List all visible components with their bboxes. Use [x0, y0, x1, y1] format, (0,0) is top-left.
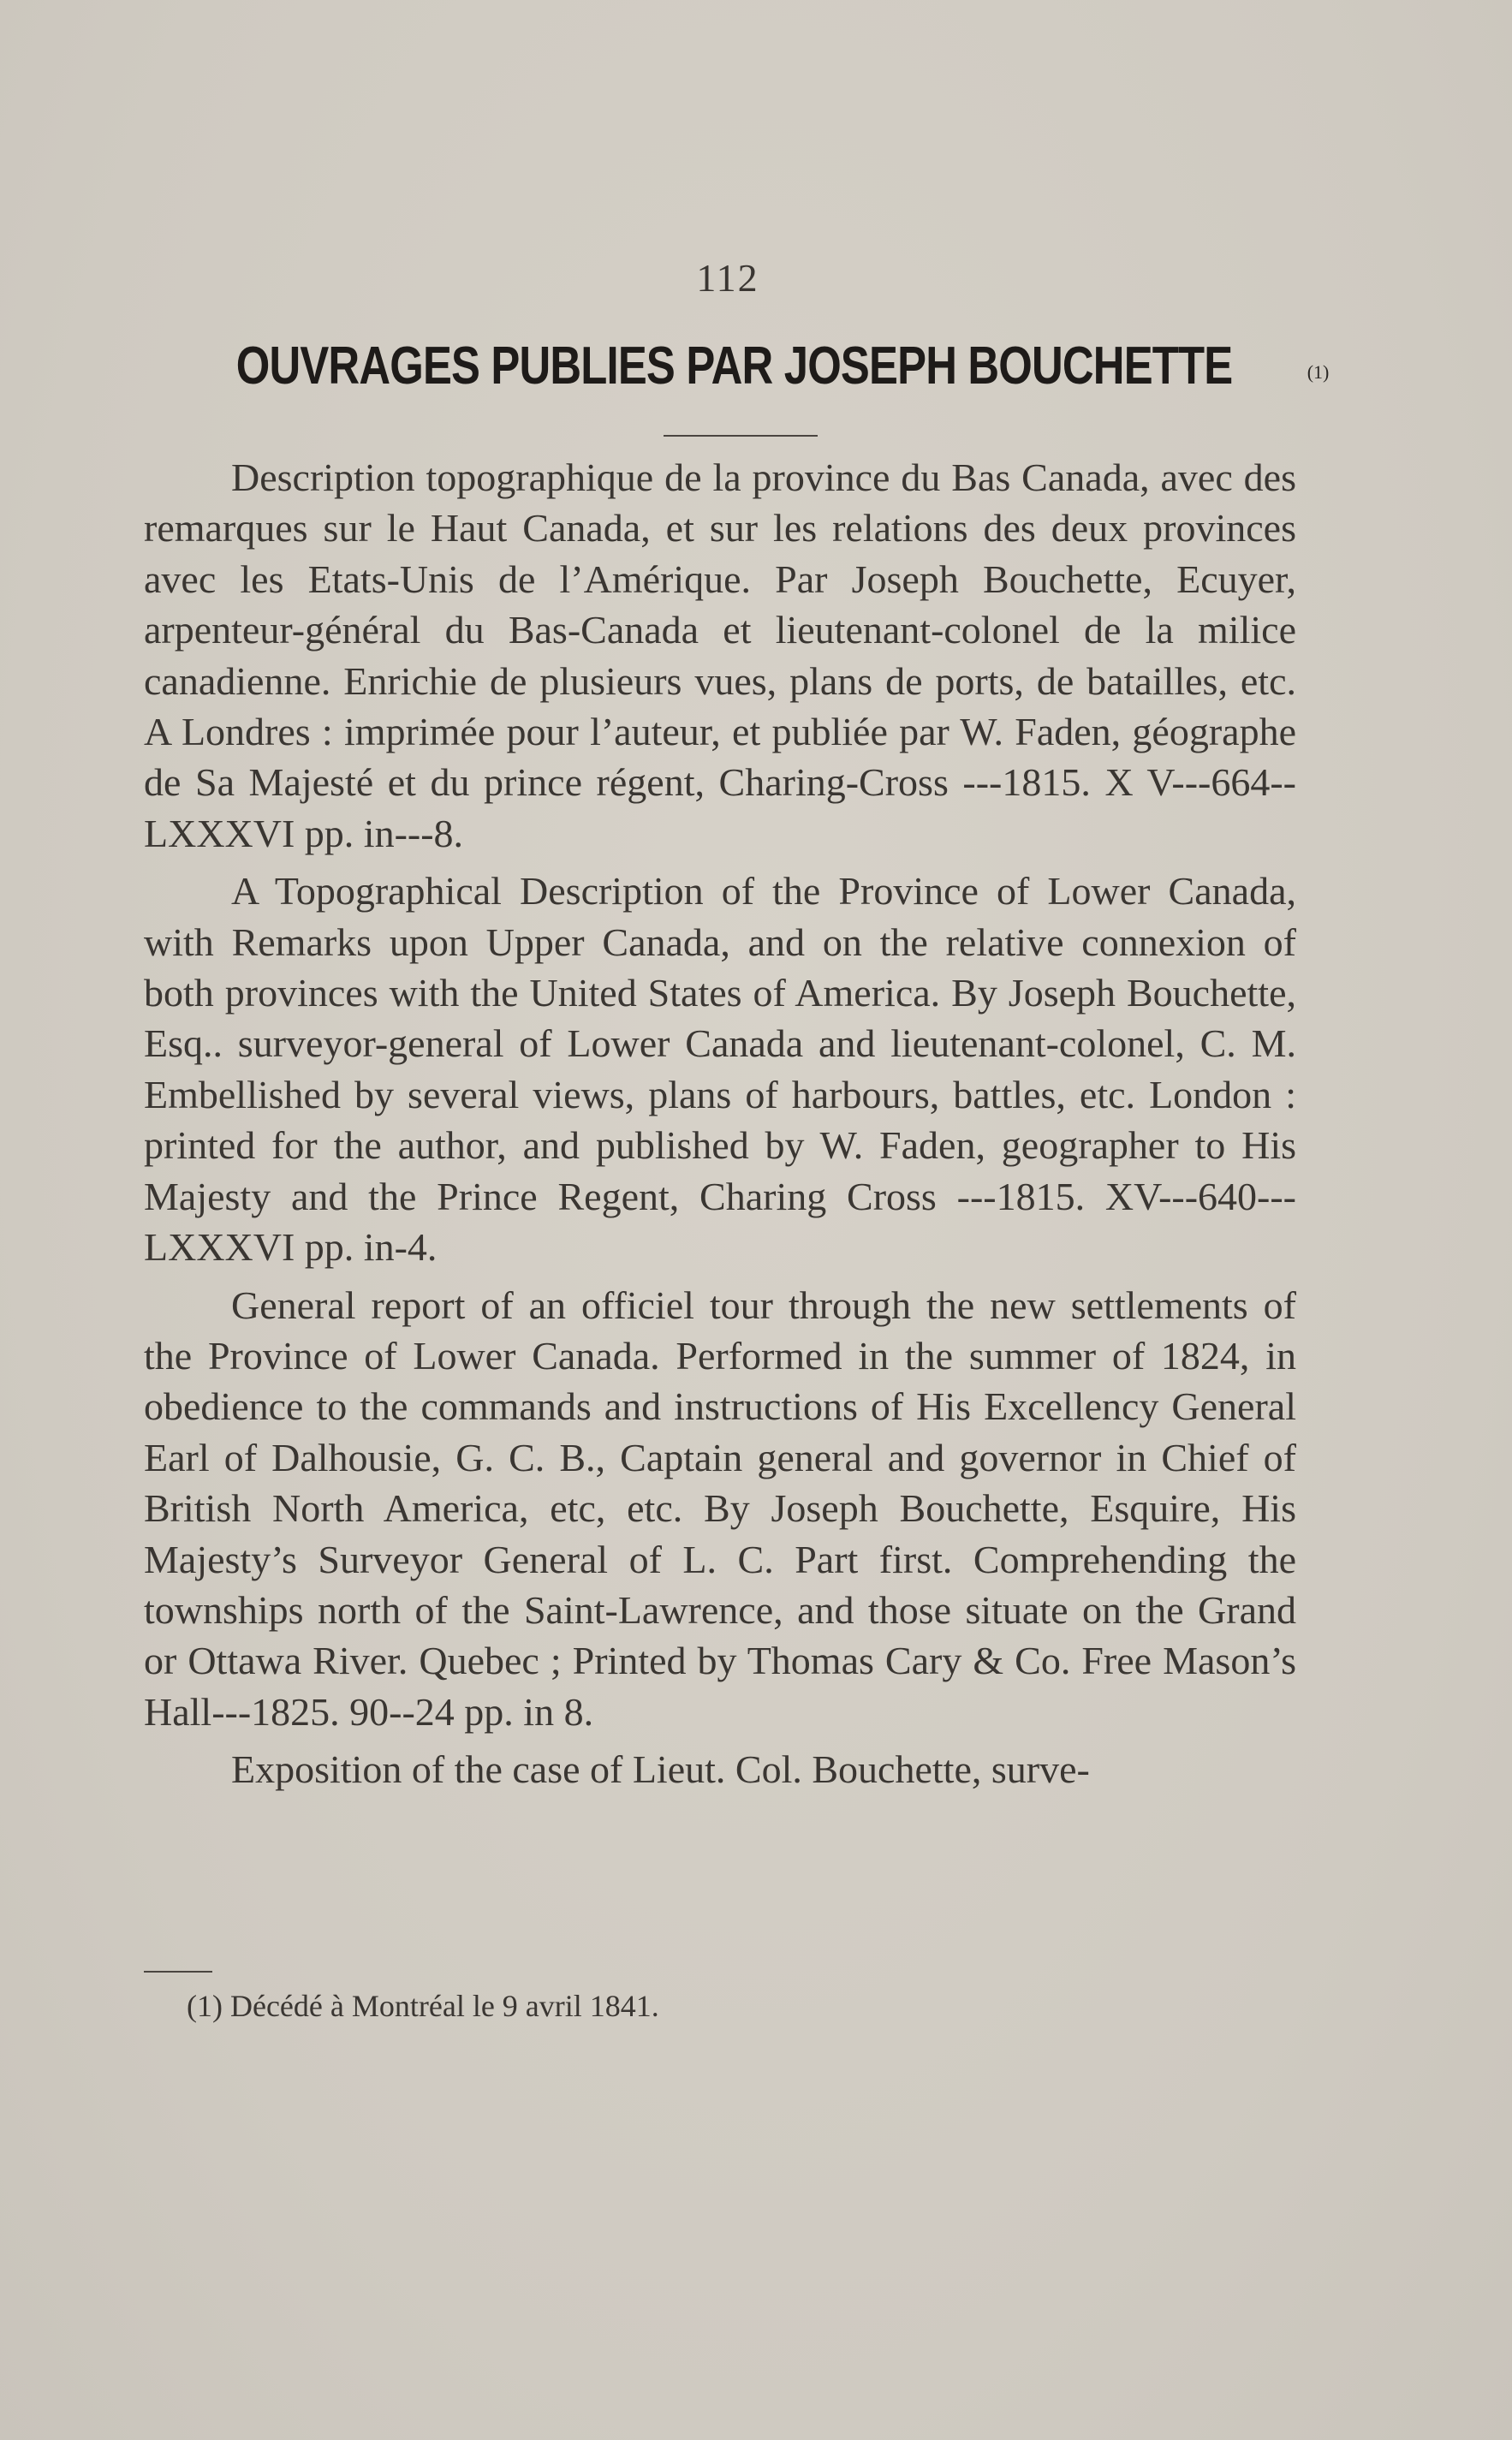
- title-footnote-marker: (1): [1307, 360, 1330, 383]
- footnote: (1) Décédé à Montréal le 9 avril 1841.: [187, 1989, 659, 2023]
- page-title: OUVRAGES PUBLIES PAR JOSEPH BOUCHETTE: [235, 336, 1232, 396]
- title-rule: [664, 435, 818, 437]
- footnote-rule: [144, 1971, 212, 1973]
- page-number: 112: [696, 256, 759, 300]
- paragraph: Exposition of the case of Lieut. Col. Bouchette, surve-: [231, 1747, 1090, 1792]
- body-text: [144, 452, 1296, 1802]
- paragraph: Description topographique de la province du Bas Canada, avec des remarques sur le Haut Canada, et sur les relations des deux provinces avec les Etats-Unis de l’Amérique. Par Joseph Bouchette, Ecuyer, arpenteur-général du Bas-Canada et lieutenant-colonel de la milice canadienne. Enrichie de plusieurs vues, plans de ports, de batailles, etc. A Londres : imprimée pour l’auteur, et publiée par W. Faden, géographe de Sa Majesté et du prince régent, Charing-Cross ---1815. X V---664-- LXXXVI pp. in---8.: [144, 455, 1296, 855]
- title-block: [0, 336, 1455, 396]
- paragraph: General report of an officiel tour through the new settlements of the Province of Lower Canada. Performed in the summer of 1824, in obedience to the commands and instructions of His Excellency General Earl of Dalhousie, G. C. B., Captain general and governor in Chief of British North America, etc, etc. By Joseph Bouchette, Esquire, His Majesty’s Surveyor General of L. C. Part first. Comprehending the townships north of the Saint-Lawrence, and those situate on the Grand or Ottawa River. Quebec ; Printed by Thomas Cary & Co. Free Mason’s Hall---1825. 90--24 pp. in 8.: [144, 1282, 1296, 1734]
- paragraph: A Topographical Description of the Province of Lower Canada, with Remarks upon Upper Canada, and on the relative connexion of both provinces with the United States of America. By Joseph Bouchette, Esq.. surveyor-general of Lower Canada and lieutenant-colonel, C. M. Embellished by several views, plans of harbours, battles, etc. London : printed for the author, and published by W. Faden, geographer to His Majesty and the Prince Regent, Charing Cross ---1815. XV---640---LXXXVI pp. in-4.: [144, 869, 1296, 1270]
